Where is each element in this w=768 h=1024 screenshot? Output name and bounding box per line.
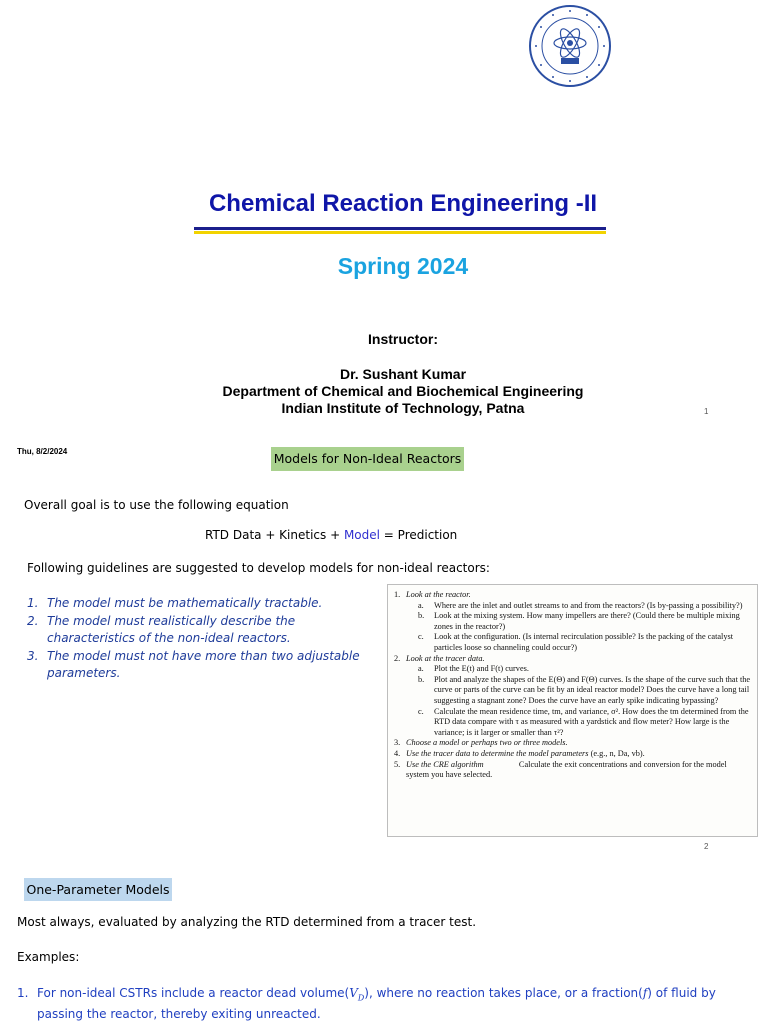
list-item (394, 590, 751, 654)
list-item (27, 648, 379, 683)
section-heading: Models for Non-Ideal Reactors (271, 447, 464, 471)
step-label: Choose a model or perhaps two or three models. (406, 738, 568, 748)
example-text-a: For non-ideal CSTRs include a reactor dead volume( (37, 986, 350, 1000)
step-number: 5. (394, 759, 401, 769)
list-item-text: The model must realistically describe the characteristics of the non-ideal reactors. (47, 613, 296, 645)
instructor-label: Instructor: (368, 331, 438, 347)
guidelines-intro: Following guidelines are suggested to develop models for non-ideal reactors: (27, 561, 490, 575)
sub-letter: a. (418, 600, 424, 610)
list-item (406, 707, 751, 739)
instructor-institute: Indian Institute of Technology, Patna (281, 400, 525, 416)
list-item (27, 595, 379, 613)
title-underline-yellow (194, 231, 606, 234)
list-item (394, 654, 751, 739)
step-tail: (e.g., n, Da, vb). (588, 748, 645, 758)
list-item (406, 632, 751, 653)
prediction-equation (205, 528, 457, 542)
goal-text: Overall goal is to use the following equation (24, 498, 289, 512)
step-label: Look at the reactor. (406, 590, 471, 599)
step-number: 2. (394, 653, 401, 663)
guidelines-list (27, 595, 379, 683)
equation-part-1: RTD Data + Kinetics + (205, 528, 344, 542)
list-item (406, 664, 751, 675)
equation-part-2: = Prediction (379, 528, 458, 542)
step-label: Look at the tracer data. (406, 653, 485, 663)
list-item-text: The model must not have more than two adjustable parameters. (47, 648, 360, 680)
example-item (17, 985, 759, 1023)
iit-patna-emblem-icon (527, 3, 613, 89)
list-item (406, 611, 751, 632)
example-text-b: ), where no reaction takes place, or a fraction( (364, 986, 643, 1000)
step-number: 3. (394, 738, 401, 748)
sub-text: Plot and analyze the shapes of the E(Θ) and F(Θ) curves. Is the shape of the curve such that the curve or parts of the curve can be fit by an ideal reactor model? Does the curve have a long tail suggesting a stagnant zone? Does the curve have an early spike indicating bypassing? (434, 674, 751, 705)
page-number: 1 (704, 407, 709, 416)
instructor-name: Dr. Sushant Kumar (339, 366, 467, 382)
list-item (406, 601, 751, 612)
list-item-number: 3. (27, 648, 39, 663)
sub-letter: c. (418, 706, 424, 716)
sub-text: Where are the inlet and outlet streams to and from the reactors? (Is by-passing a possibility?) (434, 600, 743, 610)
semester-subtitle: Spring 2024 (337, 253, 469, 279)
list-item-text: The model must be mathematically tractable. (47, 596, 323, 610)
list-item (394, 749, 751, 760)
instructor-department: Department of Chemical and Biochemical Engineering (222, 383, 584, 399)
page-number: 2 (704, 842, 709, 851)
sub-text: Plot the E(t) and F(t) curves. (434, 664, 529, 674)
step-number: 1. (394, 590, 401, 599)
step-number: 4. (394, 748, 401, 758)
example-text-c: ) of fluid by passing the reactor, thereby exiting unreacted. (37, 986, 716, 1022)
list-item (27, 613, 379, 648)
list-item (394, 760, 751, 781)
example-number: 1. (17, 986, 29, 1000)
rtd-evaluation-text: Most always, evaluated by analyzing the RTD determined from a tracer test. (17, 915, 477, 929)
dead-volume-subscript: D (357, 993, 365, 1003)
textbook-excerpt (387, 584, 758, 837)
step-label: Use the CRE algorithm (406, 759, 484, 769)
list-item (406, 675, 751, 707)
list-item-number: 2. (27, 613, 39, 628)
fraction-symbol: f (642, 986, 648, 1000)
section-heading: One-Parameter Models (24, 878, 172, 901)
sub-letter: c. (418, 632, 424, 642)
sub-text: Look at the mixing system. How many impellers are there? (Could there be multiple mixing zones in the reactor?) (434, 611, 740, 631)
slide-date: Thu, 8/2/2024 (17, 447, 68, 456)
list-item-number: 1. (27, 596, 39, 610)
sub-text: Look at the configuration. (Is internal recirculation possible? Is the packing of the catalyst particles loose so channeling could occur?) (434, 632, 734, 652)
sub-letter: a. (418, 664, 424, 674)
sub-letter: b. (418, 611, 425, 621)
examples-label: Examples: (17, 950, 80, 964)
sub-text: Calculate the mean residence time, tm, and variance, σ². How does the tm determined from the RTD data compare with τ as measured with a yardstick and flow meter? How large is the variance; is it larger or smaller than τ²? (434, 706, 749, 737)
step-label: Use the tracer data to determine the model parameters (406, 748, 589, 758)
course-title: Chemical Reaction Engineering -II (208, 190, 598, 217)
step-tail: Calculate the exit concentrations and conversion for the model system you have selected. (406, 759, 729, 780)
title-underline-blue (194, 227, 606, 230)
list-item (394, 738, 751, 749)
dead-volume-symbol: $V_D$ (349, 986, 365, 1003)
sub-letter: b. (418, 674, 425, 684)
equation-model-term: Model (343, 528, 380, 542)
